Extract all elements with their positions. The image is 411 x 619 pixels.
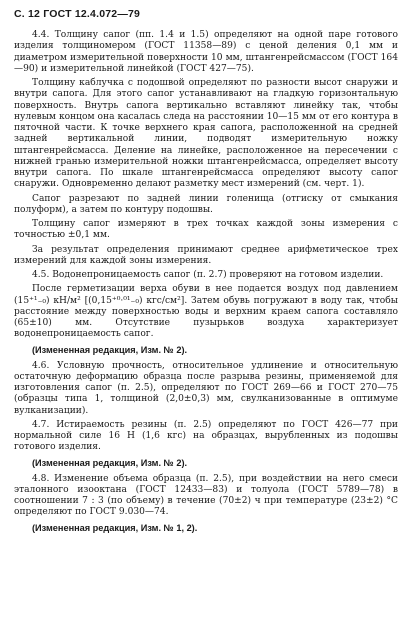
edition-note-2: (Измененная редакция, Изм. № 2).	[32, 457, 188, 468]
paragraph-4-7: 4.7. Истираемость резины (п. 2.5) определяют по ГОСТ 426—77 при нормальной силе 16 Н (1,6 кгс) на образцах, вырубленных из подошвы готового изделия.	[14, 419, 398, 453]
paragraph-measure-points: Толщину сапог измеряют в трех точках каждой зоны измерения с точностью ±0,1 мм.	[14, 219, 398, 241]
edition-note-1: (Измененная редакция, Изм. № 2).	[32, 344, 188, 355]
document-page	[14, 8, 398, 539]
paragraph-4-6: 4.6. Условную прочность, относительное удлинение и относительную остаточную деформацию образца после разрыва резины, применяемой для изготовления сапог (п. 2.5), определяют по ГОСТ 269—66 и ГОСТ 270—75 (образцы типа 1, толщиной (2,0±0,3) мм, свулканизованные в оптимуме вулканизации).	[14, 360, 398, 416]
paragraph-4-4: 4.4. Толщину сапог (пп. 1.4 и 1.5) определяют на одной паре готового изделия толщиномером (ГОСТ 11358—89) с ценой деления 0,1 мм и диаметром измерительной поверхности 10 мм, штангенрейсмассом (ГОСТ 164—90) и измерительной линейкой (ГОСТ 427—75).	[14, 30, 398, 74]
paragraph-result: За результат определения принимают среднее арифметическое трех измерений для каждой зоны измерения.	[14, 244, 398, 266]
paragraph-4-5: 4.5. Водонепроницаемость сапог (п. 2.7) проверяют на готовом изделии.	[32, 270, 384, 280]
paragraph-heel-thickness: Толщину каблучка с подошвой определяют по разности высот снаружи и внутри сапога. Для этого сапог устанавливают на гладкую горизонтальную поверхность. Внутрь сапога вертикально вставляют линейку так, чтобы нулевым концом она касалась следа на расстоянии 10—15 мм от его контура в пяточной части. К точке верхнего края сапога, расположенной на средней задней вертикальной линии, подводят измерительную ножку штангенрейсмасса. Деление на линейке, расположенное на пересечении с нижней гранью измерительной ножки штангенрейсмасса, определяет высоту внутри сапога. По шкале штангенрейсмасса определяют высоту сапог снаружи. Одновременно делают разметку мест измерений (см. черт. 1).	[14, 78, 398, 190]
edition-note-3: (Измененная редакция, Изм. № 1, 2).	[32, 522, 198, 533]
paragraph-cut: Сапог разрезают по задней линии голенища (отгиску от смыкания полуформ), а затем по контуру подошвы.	[14, 193, 398, 215]
paragraph-pressure: После герметизации верха обуви в нее подается воздух под давлением (15⁺¹₋₀) кН/м² [(0,15⁺⁰·⁰¹₋₀) кгс/см²]. Затем обувь погружают в воду так, чтобы расстояние между поверхностью воды и верхним краем сапога составляло (65±10) мм. Отсутствие пузырьков воздуха характеризует водонепроницаемость сапог.	[14, 284, 398, 340]
paragraph-4-8: 4.8. Изменение объема образца (п. 2.5), при воздействии на него смеси эталонного изооктана (ГОСТ 12433—83) и толуола (ГОСТ 5789—78) в соотношении 7 : 3 (по объему) в течение (70±2) ч при температуре (23±2) °С определяют по ГОСТ 9.030—74.	[14, 473, 398, 518]
page-header: С. 12 ГОСТ 12.4.072—79	[14, 8, 141, 20]
